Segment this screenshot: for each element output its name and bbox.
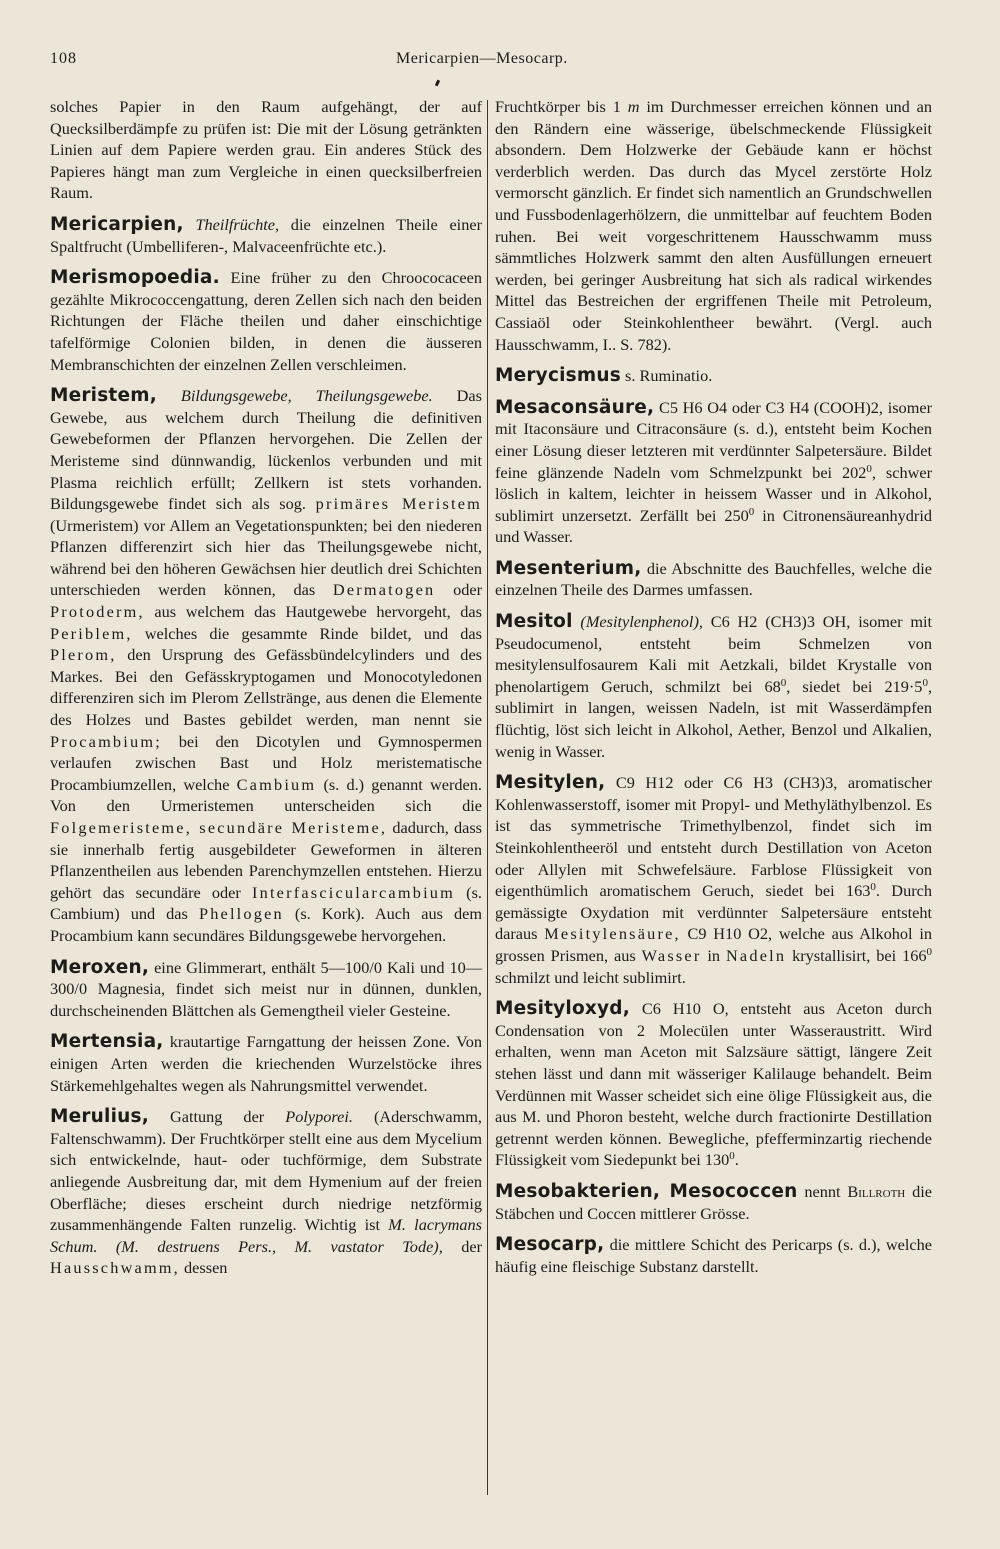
spaced-term: Protoderm, [50,602,145,622]
entry-mertensia [50,1031,482,1096]
entry-mesitylen [495,772,932,988]
spaced-term: Interfascicularcambium [252,882,455,902]
spaced-term: Nadeln [725,945,787,965]
entry-text: dessen [184,1258,228,1278]
chemical-formula: C9 H12 [615,773,674,793]
entry-text: Kali und 10—30 [50,957,483,999]
spaced-term: Hausschwamm, [50,1258,180,1278]
entry-text: in Citronensäureanhydrid und Wasser. [495,505,933,547]
spaced-term: Dermatogen [332,580,436,600]
entry-text: . [734,1150,739,1170]
entry-headword: Mesaconsäure, [495,396,655,418]
page-header [0,50,1000,80]
running-head: Mericarpien—Mesocarp. [396,50,568,67]
spaced-term: Periblem, [50,623,133,643]
entry-text: oder [453,580,482,600]
entry-text: entsteht aus Aceton durch Condensation von 2 Molecülen unter Wasseraustritt. Wird erhalten, wenn man Aceton mit Salzsäure sättigt, längere Zeit stehen lässt und dann mit wässeriger Kalilauge behandelt. Beim Verdünnen mit Wasser scheidet sich eine ölige Flüssigkeit aus, die aus M. und Phoron besteht, welche durch fractionirte Destillation getrennt werden können. Bewegliche, pfefferminzartig riechende Flüssigkeit vom Siedepunkt bei 130 [495,999,932,1170]
entry-headword: Mertensia, [50,1031,164,1053]
spaced-term: Mesitylensäure, [544,924,681,944]
italic-term: Polyporei. [285,1107,353,1127]
entry-merismopoedia [50,267,482,375]
entry-text: die Stäbchen und Coccen mittlerer Grösse. [495,1181,932,1223]
entry-headword: Merulius, [50,1106,149,1128]
entry-text: (s. Kork). Auch aus dem Procambium kann secundäres Bildungsgewebe hervorgehen. [50,904,483,945]
entry-mericarpien [50,214,482,257]
entry-headword: Mesocarp, [495,1234,605,1256]
spaced-term: Wasser [641,945,702,965]
continuation-text [495,96,932,355]
continuation-text: solches Papier in den Raum aufgehängt, der auf Quecksilberdämpfe zu prüfen ist: Die mit der Lösung getränkten Linien auf dem Papiere werden grau. Ein anderes Stück des Papieres hängt man zum Vergleiche in einen quecksilberfreien Raum. [50,97,482,203]
spaced-term: Cambium [236,774,317,794]
chemical-formula: C3 H4 (COOH)2, [765,397,883,417]
column-divider [487,100,488,1495]
entry-text: eine Glimmerart, enthält 5—10 [154,957,362,977]
entry-mesaconsaeure [495,397,932,548]
continuation-part: im Durchmesser erreichen können und an den Rändern eine wässerige, übelschmeckende Flüssigkeit absondern. Dem Holzwerke der Gebäude kann er höchst verderblich werden. Das durch das Mycel zerstörte Holz vermorscht gänzlich. Er findet sich namentlich an Grundschwellen und Fussbodenlagerhölzern, die unmittelbar auf feuchtem Boden ruhen. Bei weit vorgeschrittenem Hausschwamm muss sämmtliches Holzwerk sammt den alten Ausfüllungen erneuert werden, bei geringer Ausbreitung hat sich als radical wirkendes Mittel das Bestreichen der ergriffenen Theile mit Petroleum, Cassiaöl oder Steinkohlentheer bewährt. (Vergl. auch Hausschwamm, I.. S. 782). [495,97,932,354]
entry-text: bei den Dicotylen und Gymnospermen verlaufen zwischen Bast und Holz meristematische Procambiumzellen, welche [50,731,482,794]
spaced-term: Procambium; [50,731,162,751]
entry-headword: Mesityloxyd, [495,998,630,1020]
chemical-formula: C6 H10 O, [641,999,729,1019]
entry-text: (s. Cambium) und das [50,882,482,924]
spaced-term: Phellogen [198,904,284,924]
entry-text: der [461,1236,482,1256]
spaced-term: Plerom, [50,645,117,665]
entry-headword: Mesenterium, [495,557,642,579]
entry-translation: (Mesitylenphenol), [580,612,703,632]
entry-text: oder [731,397,761,417]
entry-headword: Mericarpien, [50,213,184,235]
entry-text: welches die gesammte Rinde bildet, und das [144,623,482,643]
entry-headword: Merycismus [495,365,621,387]
entry-text: Das Gewebe, aus welchem durch Theilung die definitiven Gewebeformen der Pflanzen hervorgehen. Die Zellen der Meristeme sind dünnwandig, lückenlos verbunden und mit Plasma reichlich erfüllt; Zellkern ist stets vorhanden. Bildungsgewebe findet sich als sog. [50,386,482,514]
entry-text: Gattung der [169,1107,265,1127]
degree-mark: 0 [866,462,872,475]
entry-text: Magnesia, findet sich meist nur in dünnen, dunklen, durchscheinenden Blättchen als Gemengtheil vieler Gesteine. [50,979,482,1020]
entry-text: oder [684,773,713,793]
print-mark [435,80,440,87]
author-name: Billroth [847,1181,906,1201]
entry-meroxen [50,957,482,1022]
entry-text: , siedet bei 219·5 [786,676,923,696]
entry-meristem [50,385,482,946]
entry-headword: Meristem, [50,385,157,407]
entry-text: nennt [804,1181,841,1201]
entry-translation: Theilfrüchte, [195,214,280,234]
entry-text: (s. d.) genannt werden. Von den Urmeristemen unterscheiden sich die [50,774,482,816]
chemical-formula: C9 H10 O2, [687,924,773,944]
left-column [50,96,482,1289]
entry-translation: Bildungsgewebe, [180,386,292,406]
entry-headword: Mesitylen, [495,772,606,794]
entry-text: die mittlere Schicht des Pericarps (s. d.), welche häufig eine fleischige Substanz darstellt. [495,1235,933,1276]
entry-text: dadurch, dass sie innerhalb fertig ausgebildeter Geweformen in älteren Pflanzentheilen aus lebenden Parenchymzellen entstehen. Hierzu gehört das secundäre oder [50,818,482,902]
entry-text: . Durch gemässigte Oxydation mit verdünnter Salpetersäure entsteht daraus [495,881,932,944]
degree-mark: 0 [926,945,932,958]
continuation-part: Fruchtkörper bis 1 [495,97,621,116]
degree-mark: 0 [729,1150,735,1163]
degree-mark: 0 [748,505,755,518]
entry-mesitol [495,611,932,762]
degree-mark: 0 [780,676,787,689]
entry-merycismus [495,365,932,387]
spaced-term: Folgemeristeme, secundäre Meristeme, [50,818,388,837]
percent-sign: 0/0 [361,957,383,977]
page-number: 108 [50,50,77,67]
entry-text: krystallisirt, bei 166 [792,945,927,965]
entry-text: krautartige Farngattung der heissen Zone. Von einigen Arten werden die kriechenden Wurzelstöcke ihres Stärkemehlgehaltes wegen als Nahrungsmittel verwendet. [50,1032,482,1095]
entry-text: welche aus Alkohol in grossen Prismen, aus [495,924,932,965]
entry-text: (Urmeristem) vor Allem an Vegetationspunkten; bei den niederen Pflanzen differenzirt sich hier das Theilungsgewebe nicht, während bei den höheren Gewächsen hier deutlich drei Schichten unterschieden werden können, das [50,515,482,600]
entry-merulius [50,1106,482,1279]
entry-mesocarp [495,1234,932,1277]
entry-mesenterium [495,558,932,601]
entry-text: s. Ruminatio. [625,366,713,386]
entry-text: Eine früher zu den Chroococaceen gezählte Mikrococcengattung, deren Zellen sich nach den beiden Richtungen der Fläche theilen und daher einschichtige tafelförmige Colonien bilden, in denen die äusseren Membranschichten der einzelnen Zellen verschleimen. [50,268,482,374]
entry-text: den Ursprung des Gefässbündelcylinders und des Markes. Bei den Gefässkryptogamen und Monocotyledonen differenziren sich im Plerom Zellstränge, aus denen die Elemente des Holzes und Bastes gebildet werden, man nennt sie [50,645,483,730]
entry-headword: Merismopoedia. [50,267,220,289]
italic-term: (M. destruens Pers., M. vastator Tode), [115,1236,443,1256]
entry-headword: Meroxen, [50,956,150,978]
entry-mesityloxyd [495,998,932,1171]
entry-text: isomer mit Itaconsäure und Citraconsäure (s. d.), entsteht beim Kochen einer Lösung dieser letzteren mit verdünnter Salpetersäure. Bildet feine glänzende Nadeln vom Schmelzpunkt bei 202 [495,397,932,482]
spaced-term: primäres Meristem [315,494,482,514]
entry-text: (Aderschwamm, Faltenschwamm). Der Fruchtkörper stellt eine aus dem Mycelium sich entwickelnde, haut- oder tuchförmige, dem Substrate anliegende Ausbreitung dar, mit dem Hymenium auf der freien Oberfläche; dieses erscheint durch niedrige netzförmig zusammenhängende Falten runzelig. Wichtig ist [50,1107,482,1235]
entry-mesobakterien [495,1181,932,1224]
entry-headword: Mesitol [495,611,573,633]
entry-text: die einzelnen Theile einer Spaltfrucht (Umbelliferen-, Malvaceenfrüchte etc.). [50,214,482,256]
entry-translation: Theilungsgewebe. [315,386,433,406]
entry-headword: Mesobakterien, Mesococcen [495,1180,798,1202]
entry-text: , schwer löslich in kaltem, leichter in heissem Wasser und in Alkohol, sublimirt unzersetzt. Zerfällt bei 250 [495,462,933,525]
entry-text: isomer mit Pseudocumenol, entsteht beim Schmelzen von mesitylensulfosaurem Kali mit Aetzkali, bildet Krystalle von phenolartigem Geruch, schmilzt bei 68 [495,612,933,696]
degree-mark: 0 [922,676,928,689]
chemical-formula: C6 H3 (CH3)3, [723,773,838,793]
entry-text: , sublimirt in langen, weissen Nadeln, ist mit Wasserdämpfen flüchtig, löst sich leicht in Alkohol, Aether, Benzol und Alkalien, wenig in Wasser. [495,676,933,761]
entry-text: die Abschnitte des Bauchfelles, welche die einzelnen Theile des Darmes umfassen. [495,558,932,600]
right-column [495,96,932,1287]
entry-text: aromatischer Kohlenwasserstoff, isomer mit Propyl- und Methyläthylbenzol. Es ist das symmetrische Trimethylbenzol, findet sich im Steinkohlentheeröl und entsteht durch Destillation von Aceton oder Allylen mit Schwefelsäure. Farblose Flüssigkeit von eigenthümlich aromatischem Geruch, siedet bei 163 [495,773,932,901]
percent-sign: 0/0 [66,979,88,999]
degree-mark: 0 [870,881,876,894]
italic-term: M. lacrymans Schum. [50,1215,483,1256]
entry-text: aus welchem das Hautgewebe hervorgeht, das [154,602,482,622]
unit: m [627,97,640,116]
entry-text: schmilzt und leicht sublimirt. [495,967,686,987]
entry-text: in [707,945,721,965]
chemical-formula: C6 H2 (CH3)3 OH, [710,612,851,632]
chemical-formula: C5 H6 O4 [658,397,728,417]
